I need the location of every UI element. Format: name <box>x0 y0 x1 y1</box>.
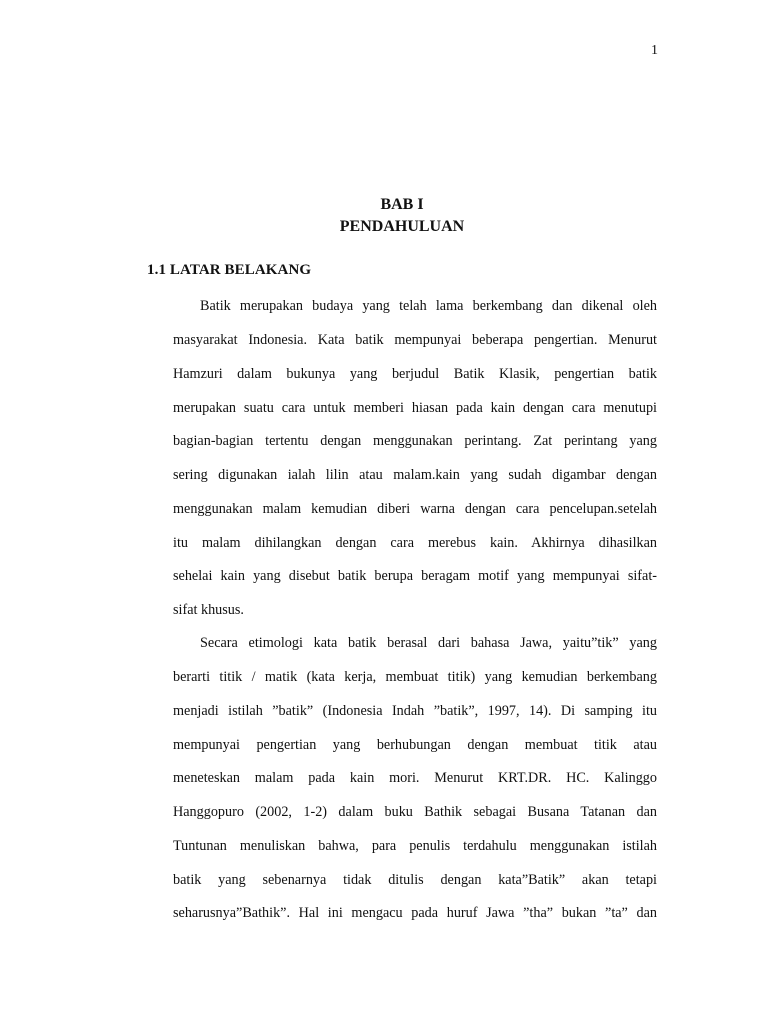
chapter-heading <box>0 194 768 238</box>
paragraph-2-line-2: berarti titik / matik (kata kerja, membuat titik) yang kemudian berkembang <box>173 669 657 685</box>
paragraph-1-line-1: Batik merupakan budaya yang telah lama berkembang dan dikenal oleh <box>200 298 657 314</box>
page-number: 1 <box>651 43 658 58</box>
paragraph-1-line-2: masyarakat Indonesia. Kata batik mempunyai beberapa pengertian. Menurut <box>173 332 657 348</box>
paragraph-1-line-8: itu malam dihilangkan dengan cara merebus kain. Akhirnya dihasilkan <box>173 535 657 551</box>
chapter-title: PENDAHULUAN <box>339 218 465 235</box>
paragraph-1-line-4: merupakan suatu cara untuk memberi hiasan pada kain dengan cara menutupi <box>173 400 657 416</box>
paragraph-2-line-9: seharusnya”Bathik”. Hal ini mengacu pada huruf Jawa ”tha” bukan ”ta” dan <box>173 905 657 921</box>
paragraph-2-line-6: Hanggopuro (2002, 1-2) dalam buku Bathik sebagai Busana Tatanan dan <box>173 804 657 820</box>
paragraph-2-line-4: mempunyai pengertian yang berhubungan dengan membuat titik atau <box>173 737 657 753</box>
paragraph-1-line-9: sehelai kain yang disebut batik berupa beragam motif yang mempunyai sifat- <box>173 568 657 584</box>
paragraph-2-line-1: Secara etimologi kata batik berasal dari bahasa Jawa, yaitu”tik” yang <box>200 635 657 651</box>
paragraph-1-line-5: bagian-bagian tertentu dengan menggunakan perintang. Zat perintang yang <box>173 433 657 449</box>
paragraph-2-line-7: Tuntunan menuliskan bahwa, para penulis terdahulu menggunakan istilah <box>173 838 657 854</box>
paragraph-1-line-7: menggunakan malam kemudian diberi warna dengan cara pencelupan.setelah <box>173 501 657 517</box>
paragraph-2-line-8: batik yang sebenarnya tidak ditulis dengan kata”Batik” akan tetapi <box>173 872 657 888</box>
paragraph-2-line-5: meneteskan malam pada kain mori. Menurut KRT.DR. HC. Kalinggo <box>173 770 657 786</box>
section-heading: 1.1 LATAR BELAKANG <box>147 262 312 278</box>
paragraph-1-line-3: Hamzuri dalam bukunya yang berjudul Batik Klasik, pengertian batik <box>173 366 657 382</box>
paragraph-1-line-6: sering digunakan ialah lilin atau malam.kain yang sudah digambar dengan <box>173 467 657 483</box>
paragraph-1-line-10: sifat khusus. <box>173 602 244 618</box>
chapter-number: BAB I <box>380 196 424 213</box>
paragraph-2-line-3: menjadi istilah ”batik” (Indonesia Indah ”batik”, 1997, 14). Di samping itu <box>173 703 657 719</box>
